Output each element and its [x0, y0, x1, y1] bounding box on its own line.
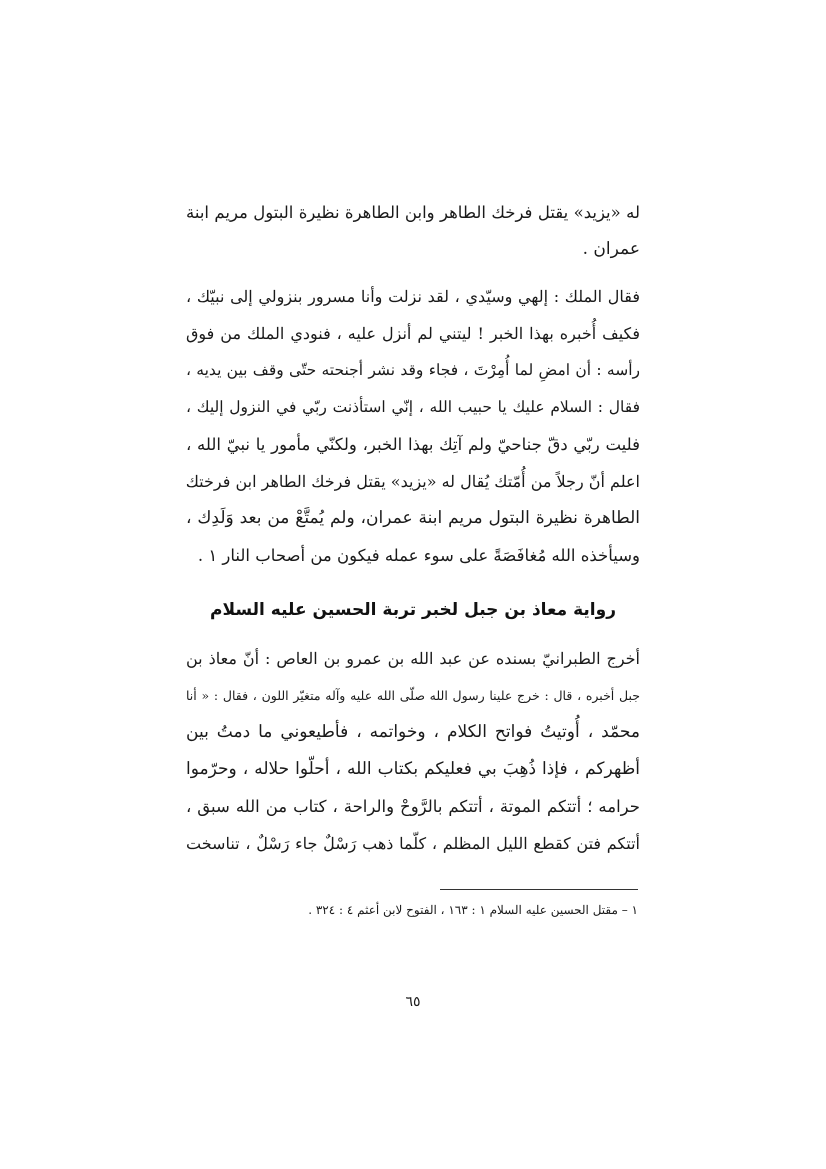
- text-line: فكيف أُخبره بهذا الخبر ! ليتني لم أنزل عليه ، فنودي الملك من فوق: [186, 324, 640, 343]
- footnote-separator: [440, 889, 638, 890]
- text-line: فقال : السلام عليك يا حبيب الله ، إنّي استأذنت ربّي في النزول إليك ،: [186, 398, 640, 416]
- text-line: حرامه ؛ أتتكم الموتة ، أتتكم بالرَّوحْ والراحة ، كتاب من الله سبق ،: [186, 797, 640, 816]
- page-number: ٦٥: [405, 994, 421, 1010]
- paragraph-angel-dialogue: [186, 278, 640, 574]
- text-line: محمّد ، أُوتيتُ فواتح الكلام ، وخواتمه ، فأطيعوني ما دمتُ بين: [186, 722, 640, 742]
- text-line: وسيأخذه الله مُغافَصَةً على سوء عمله فيكون من أصحاب النار ١ .: [197, 546, 640, 565]
- text-line: جبل أخبره ، قال : خرج علينا رسول الله صلّى الله عليه وآله متغيّر اللون ، فقال : « أنا: [186, 688, 640, 703]
- paragraph-tabarani-narration: [186, 640, 640, 862]
- text-line: أظهركم ، فإذا ذُهِبَ بي فعليكم بكتاب الله ، أحلّوا حلاله ، وحرّموا: [186, 759, 640, 779]
- footnote: ١ – مقتل الحسين عليه السلام ١ : ١٦٣ ، الفتوح لابن أعثم ٤ : ٣٢٤ .: [308, 903, 638, 917]
- text-line: فقال الملك : إلهي وسيّدي ، لقد نزلت وأنا مسرور بنزولي إلى نبيّك ،: [186, 287, 640, 306]
- text-line: فليت ربّي دقّ جناحيّ ولم آتِك بهذا الخبر، ولكنّي مأمور يا نبيّ الله ،: [186, 435, 640, 454]
- text-line: اعلم أنّ رجلاً من أُمّتك يُقال له «يزيد» يقتل فرخك الطاهر ابن فرختك: [186, 472, 640, 491]
- paragraph-continuation: [186, 194, 640, 268]
- section-heading: رواية معاذ بن جبل لخبر تربة الحسين عليه السلام: [210, 600, 616, 620]
- text-line: أخرج الطبرانيّ بسنده عن عبد الله بن عمرو بن العاص : أنّ معاذ بن: [186, 649, 640, 668]
- text-line: عمران .: [582, 239, 640, 259]
- text-line: أتتكم فتن كقطع الليل المظلم ، كلّما ذهب رَسْلٌ جاء رَسْلٌ ، تناسخت: [186, 834, 640, 853]
- text-line: الطاهرة نظيرة البتول مريم ابنة عمران، ولم يُمتَّعْ من بعد وَلَدِك ،: [186, 508, 640, 528]
- text-line: له «يزيد» يقتل فرخك الطاهر وابن الطاهرة نظيرة البتول مريم ابنة: [186, 203, 640, 222]
- text-line: رأسه : أن امضِ لما أُمِرْتَ ، فجاء وقد نشر أجنحته حتّى وقف بين يديه ،: [186, 361, 640, 379]
